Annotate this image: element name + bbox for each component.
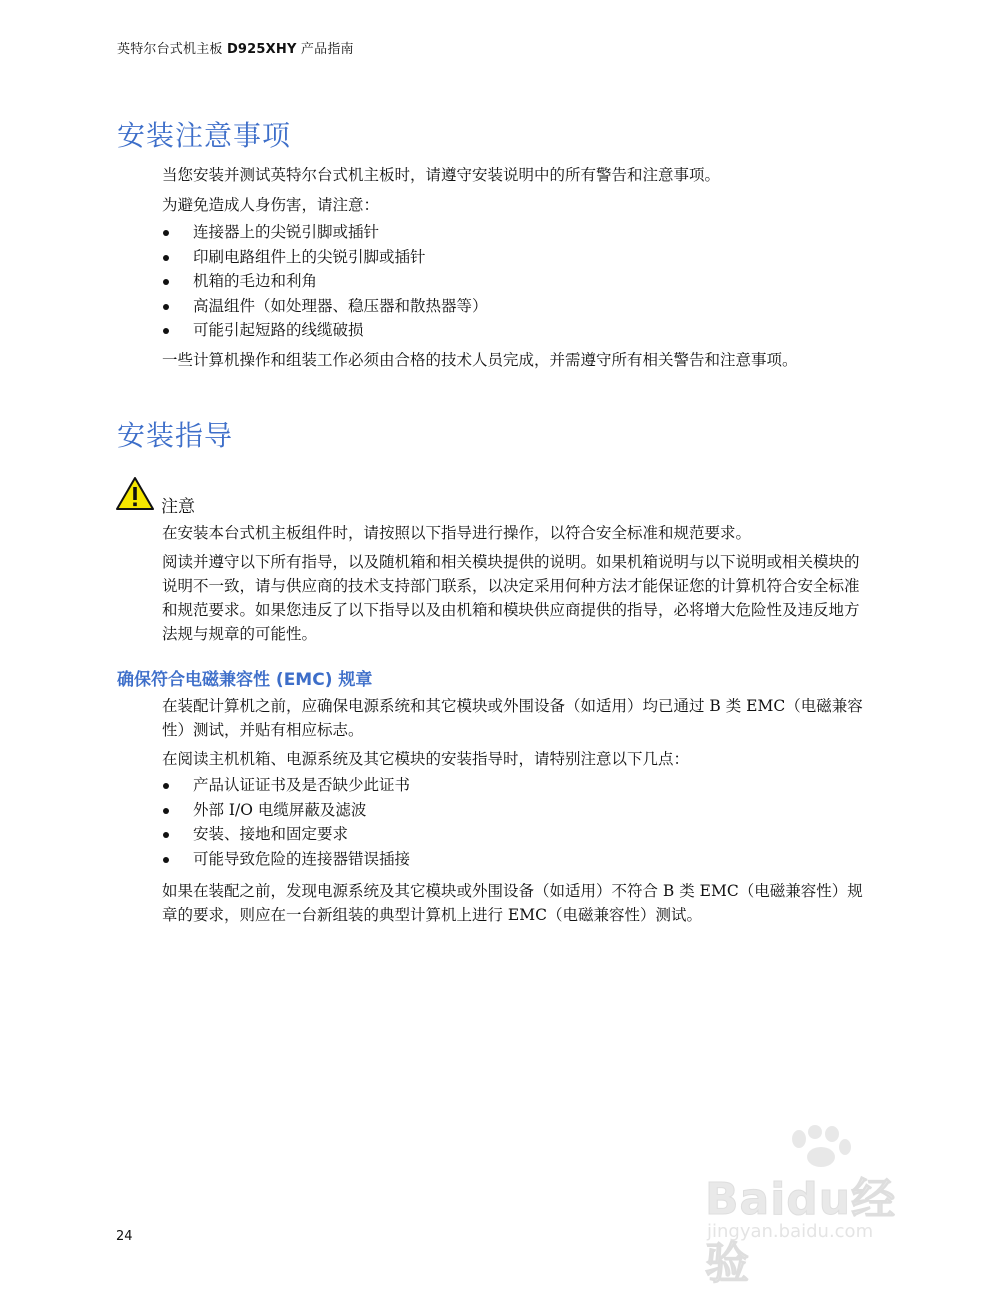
emc-para1: 在装配计算机之前，应确保电源系统和其它模块或外围设备（如适用）均已通过 B 类 EMC（电磁兼容性）测试，并贴有相应标志。 (162, 697, 863, 739)
emc-title-post: 规章 (332, 670, 373, 690)
install-notes-closing: 一些计算机操作和组装工作必须由合格的技术人员完成，并需遵守所有相关警告和注意事项。 (162, 351, 798, 369)
emc-checklist (162, 773, 410, 871)
caution-label: 注意 (161, 497, 195, 517)
bullet-icon (163, 279, 169, 285)
list-item (162, 245, 488, 270)
list-item-text: 可能引起短路的线缆破损 (193, 321, 364, 339)
bullet-icon (163, 808, 169, 814)
bullet-icon (163, 783, 169, 789)
emc-para3: 如果在装配之前，发现电源系统及其它模块或外围设备（如适用）不符合 B 类 EMC（电磁兼容性）规章的要求，则应在一台新组装的典型计算机上进行 EMC（电磁兼容性）测试。 (162, 882, 863, 924)
list-item-text: 安装、接地和固定要求 (193, 825, 349, 843)
running-header (117, 38, 354, 57)
install-notes-intro: 当您安装并测试英特尔台式机主板时，请遵守安装说明中的所有警告和注意事项。 (162, 166, 721, 184)
bullet-icon (163, 328, 169, 334)
watermark-main-text: Baidu经验 (705, 1174, 897, 1289)
list-item (162, 318, 488, 343)
emc-para2: 在阅读主机机箱、电源系统及其它模块的安装指导时，请特别注意以下几点： (162, 750, 690, 768)
list-item-text: 连接器上的尖锐引脚或插针 (193, 223, 380, 241)
caution-notice (115, 476, 315, 516)
list-item-text: 产品认证证书及是否缺少此证书 (193, 776, 411, 794)
bullet-icon (163, 255, 169, 261)
list-item (162, 269, 488, 294)
bullet-icon (163, 230, 169, 236)
hazard-list (162, 220, 488, 343)
install-guide-para1: 在安装本台式机主板组件时，请按照以下指导进行操作，以符合安全标准和规范要求。 (162, 524, 752, 542)
page-number: 24 (116, 1229, 133, 1244)
list-item (162, 294, 488, 319)
install-notes-avoid: 为避免造成人身伤害，请注意： (162, 196, 380, 214)
section-title-emc (117, 665, 372, 690)
baidu-watermark (695, 1125, 935, 1289)
list-item-text: 可能导致危险的连接器错误插接 (193, 849, 411, 868)
bullet-icon (163, 304, 169, 310)
emc-title-pre: 确保符合电磁兼容性 (117, 670, 276, 690)
list-item (162, 798, 410, 823)
section-title-install-guide: 安装指导 (117, 419, 234, 452)
list-item-text: 高温组件（如处理器、稳压器和散热器等） (193, 296, 488, 315)
list-item (162, 220, 488, 245)
header-model: D925XHY (226, 42, 297, 57)
bullet-icon (163, 832, 169, 838)
list-item-text: 印刷电路组件上的尖锐引脚或插针 (193, 247, 426, 266)
header-suffix: 产品指南 (296, 42, 354, 57)
bullet-icon (163, 857, 169, 863)
list-item (162, 773, 410, 798)
install-guide-para2: 阅读并遵守以下所有指导，以及随机箱和相关模块提供的说明。如果机箱说明与以下说明或相关模块的说明不一致，请与供应商的技术支持部门联系，以决定采用何种方法才能保证您的计算机符合安全标准和规范要求。如果您违反了以下指导以及由机箱和模块供应商提供的指导，必将增大危险性及违反地方法规与规章的可能性。 (162, 553, 860, 643)
watermark-url: jingyan.baidu.com (707, 1221, 874, 1242)
list-item-text: 外部 I/O 电缆屏蔽及滤波 (193, 800, 367, 819)
emc-title-acronym: (EMC) (275, 670, 333, 690)
section-title-install-notes: 安装注意事项 (117, 119, 292, 152)
warning-triangle-icon (115, 476, 155, 512)
list-item-text: 机箱的毛边和利角 (193, 272, 318, 290)
list-item (162, 847, 410, 872)
header-prefix: 英特尔台式机主板 (117, 42, 227, 57)
list-item (162, 822, 410, 847)
